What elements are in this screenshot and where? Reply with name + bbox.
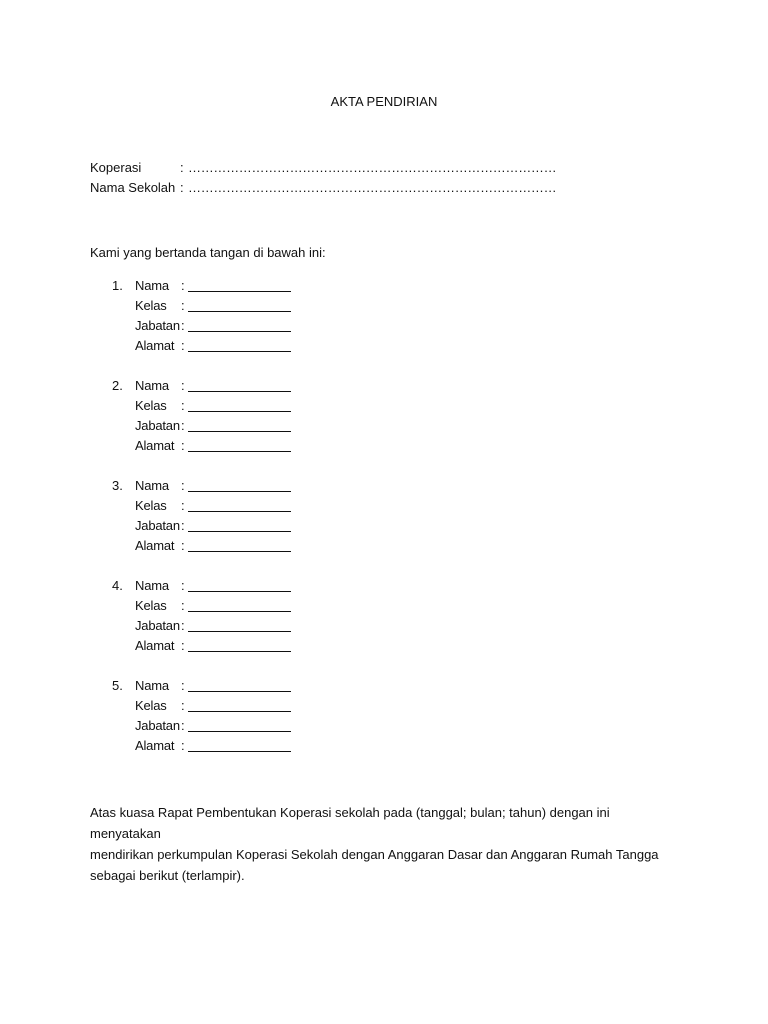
field-colon: : (181, 678, 185, 693)
field-label: Kelas (135, 398, 167, 413)
signer-field-jabatan (135, 418, 291, 438)
signer-field-nama (135, 378, 291, 398)
signer-field-kelas (135, 398, 291, 418)
field-label: Nama (135, 378, 169, 393)
field-label: Alamat (135, 638, 175, 653)
signer-field-alamat (135, 338, 291, 358)
header-field-koperasi (90, 160, 556, 180)
blank-fill-line (188, 498, 291, 512)
blank-fill-line (188, 418, 291, 432)
blank-fill-line (188, 478, 291, 492)
field-label: Alamat (135, 438, 175, 453)
field-label: Kelas (135, 698, 167, 713)
blank-fill-line (188, 678, 291, 692)
closing-line: Atas kuasa Rapat Pembentukan Koperasi sekolah pada (tanggal; bulan; tahun) dengan ini menyatakan (90, 805, 610, 841)
blank-fill-line (188, 618, 291, 632)
blank-fill-line (188, 538, 291, 552)
field-label: Jabatan (135, 618, 180, 633)
signer-number: 3. (112, 478, 123, 493)
field-colon: : (181, 738, 185, 753)
signer-field-kelas (135, 598, 291, 618)
signer-entry (0, 478, 768, 578)
field-label: Nama (135, 478, 169, 493)
field-colon: : (180, 160, 184, 175)
field-colon: : (181, 478, 185, 493)
field-colon: : (180, 180, 184, 195)
signer-field-kelas (135, 698, 291, 718)
signer-field-nama (135, 678, 291, 698)
blank-fill-line (188, 738, 291, 752)
blank-fill-line (188, 598, 291, 612)
signer-field-alamat (135, 638, 291, 658)
signer-number: 1. (112, 278, 123, 293)
field-colon: : (181, 298, 185, 313)
field-label: Kelas (135, 298, 167, 313)
field-colon: : (181, 378, 185, 393)
signer-field-alamat (135, 538, 291, 558)
signer-field-jabatan (135, 618, 291, 638)
field-label: Jabatan (135, 518, 180, 533)
field-colon: : (181, 438, 185, 453)
blank-fill-line (188, 338, 291, 352)
field-label: Kelas (135, 498, 167, 513)
signer-list (0, 278, 768, 778)
signer-field-alamat (135, 438, 291, 458)
blank-fill-line (188, 518, 291, 532)
signer-field-jabatan (135, 518, 291, 538)
field-colon: : (181, 598, 185, 613)
closing-paragraph (90, 802, 680, 886)
header-field-nama-sekolah (90, 180, 556, 200)
signer-field-kelas (135, 498, 291, 518)
signer-field-alamat (135, 738, 291, 758)
field-colon: : (181, 518, 185, 533)
dotted-fill-line: …………………………………………………………………………… (188, 180, 557, 195)
field-colon: : (181, 418, 185, 433)
blank-fill-line (188, 398, 291, 412)
field-colon: : (181, 498, 185, 513)
field-colon: : (181, 698, 185, 713)
closing-line: mendirikan perkumpulan Koperasi Sekolah dengan Anggaran Dasar dan Anggaran Rumah Tangga (90, 847, 659, 862)
field-colon: : (181, 338, 185, 353)
blank-fill-line (188, 318, 291, 332)
signer-entry (0, 578, 768, 678)
field-label: Jabatan (135, 418, 180, 433)
field-label: Nama (135, 678, 169, 693)
field-colon: : (181, 638, 185, 653)
signer-entry (0, 378, 768, 478)
field-colon: : (181, 318, 185, 333)
blank-fill-line (188, 698, 291, 712)
blank-fill-line (188, 278, 291, 292)
field-label: Nama (135, 278, 169, 293)
field-colon: : (181, 718, 185, 733)
signer-field-nama (135, 578, 291, 598)
field-label: Koperasi (90, 160, 142, 175)
dotted-fill-line: …………………………………………………………………………… (188, 160, 557, 175)
field-label: Kelas (135, 598, 167, 613)
field-label: Nama (135, 578, 169, 593)
field-label: Alamat (135, 338, 175, 353)
signer-entry (0, 678, 768, 778)
field-label: Nama Sekolah (90, 180, 176, 195)
header-fields (90, 160, 556, 200)
blank-fill-line (188, 298, 291, 312)
blank-fill-line (188, 638, 291, 652)
intro-text: Kami yang bertanda tangan di bawah ini: (90, 245, 326, 260)
signer-field-nama (135, 278, 291, 298)
field-label: Alamat (135, 538, 175, 553)
field-colon: : (181, 278, 185, 293)
signer-number: 2. (112, 378, 123, 393)
field-label: Jabatan (135, 718, 180, 733)
field-colon: : (181, 618, 185, 633)
document-title: AKTA PENDIRIAN (330, 94, 438, 109)
field-colon: : (181, 538, 185, 553)
signer-field-nama (135, 478, 291, 498)
field-colon: : (181, 578, 185, 593)
closing-line: sebagai berikut (terlampir). (90, 868, 245, 883)
field-colon: : (181, 398, 185, 413)
signer-field-kelas (135, 298, 291, 318)
blank-fill-line (188, 438, 291, 452)
blank-fill-line (188, 578, 291, 592)
signer-number: 4. (112, 578, 123, 593)
signer-field-jabatan (135, 718, 291, 738)
field-label: Alamat (135, 738, 175, 753)
field-label: Jabatan (135, 318, 180, 333)
signer-field-jabatan (135, 318, 291, 338)
signer-number: 5. (112, 678, 123, 693)
blank-fill-line (188, 718, 291, 732)
signer-entry (0, 278, 768, 378)
blank-fill-line (188, 378, 291, 392)
